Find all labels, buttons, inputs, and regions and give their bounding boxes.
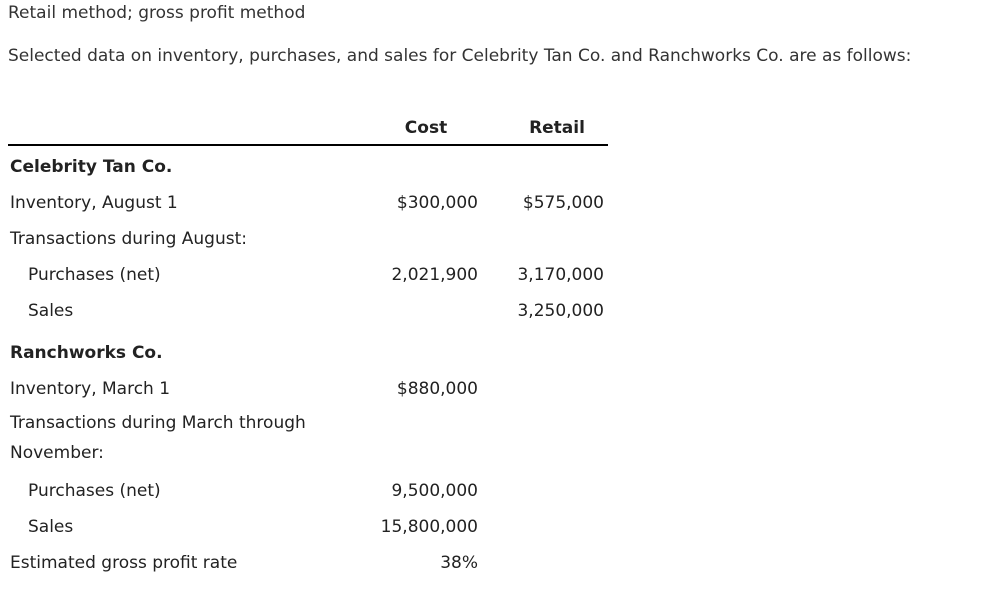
ranchworks-sales-cost: 15,800,000: [380, 517, 478, 537]
celebrity-company-row: [8, 154, 608, 180]
celebrity-purchases-row: [8, 262, 608, 288]
ranchworks-gp-rate-row: [8, 550, 608, 576]
ranchworks-inventory-label: Inventory, March 1: [10, 379, 171, 399]
header-retail: Retail: [529, 118, 585, 138]
celebrity-purchases-cost: 2,021,900: [391, 265, 478, 285]
celebrity-purchases-label: Purchases (net): [28, 265, 161, 285]
ranchworks-purchases-cost: 9,500,000: [391, 481, 478, 501]
inventory-data-table: [8, 116, 608, 573]
ranchworks-inventory-row: [8, 376, 608, 402]
ranchworks-inventory-cost: $880,000: [396, 379, 478, 399]
celebrity-transactions-row: [8, 226, 608, 252]
ranchworks-transactions-row: [8, 408, 608, 468]
celebrity-sales-row: [8, 298, 608, 324]
ranchworks-purchases-label: Purchases (net): [28, 481, 161, 501]
celebrity-sales-label: Sales: [28, 301, 74, 321]
ranchworks-company-name: Ranchworks Co.: [10, 343, 163, 363]
celebrity-purchases-retail: 3,170,000: [517, 265, 604, 285]
intro-text: Selected data on inventory, purchases, and sales for Celebrity Tan Co. and Ranchworks Co. are as follows:: [8, 46, 912, 66]
gp-rate-value: 38%: [440, 553, 478, 573]
table-header: [8, 116, 608, 146]
celebrity-company-name: Celebrity Tan Co.: [10, 157, 173, 177]
ranchworks-company-row: [8, 340, 608, 366]
celebrity-inventory-label: Inventory, August 1: [10, 193, 178, 213]
problem-title: Retail method; gross profit method: [8, 3, 306, 23]
ranchworks-sales-label: Sales: [28, 517, 74, 537]
ranchworks-transactions-line1: Transactions during March through: [10, 413, 306, 433]
celebrity-transactions-label: Transactions during August:: [10, 229, 247, 249]
ranchworks-sales-row: [8, 514, 608, 540]
ranchworks-purchases-row: [8, 478, 608, 504]
celebrity-inventory-cost: $300,000: [396, 193, 478, 213]
ranchworks-transactions-label: [10, 408, 350, 468]
celebrity-inventory-retail: $575,000: [522, 193, 604, 213]
header-cost: Cost: [404, 118, 448, 138]
celebrity-sales-retail: 3,250,000: [517, 301, 604, 321]
celebrity-inventory-row: [8, 190, 608, 216]
ranchworks-transactions-line2: November:: [10, 443, 104, 463]
gp-rate-label: Estimated gross profit rate: [10, 553, 238, 573]
